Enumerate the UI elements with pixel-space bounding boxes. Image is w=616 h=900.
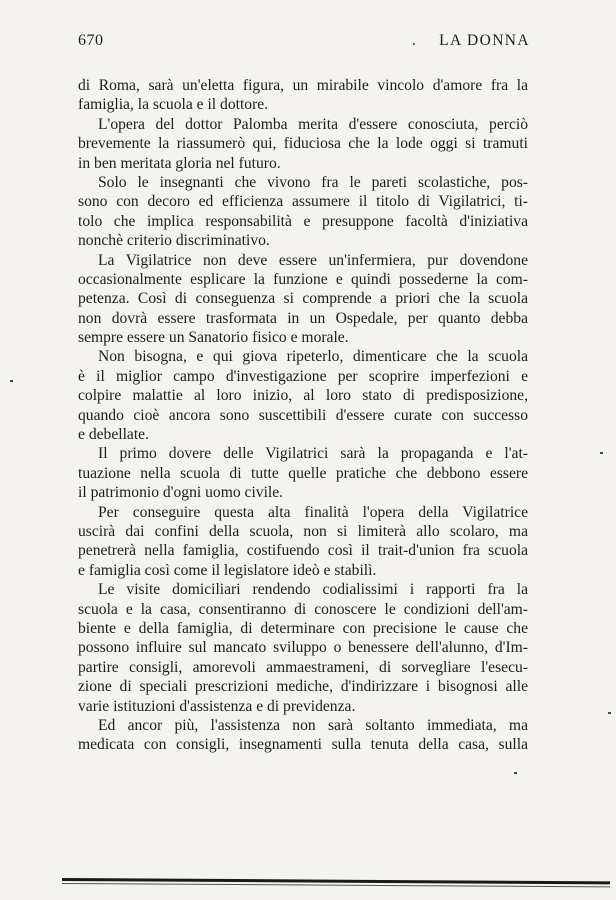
text-line: quando cioè ancora sono suscettibili d'essere curate con successo [78,406,528,424]
text-line: Le visite domiciliari rendendo codialissimi i rapporti fra la [98,581,528,599]
page-header [78,32,530,54]
text-line: Ed ancor più, l'assistenza non sarà soltanto immediata, ma [98,716,528,734]
text-line: biente e della famiglia, di determinare con precisione le cause che [78,619,528,637]
text-line: partire consigli, amorevoli ammaestrameni, di sorvegliare l'esecu- [78,658,528,676]
scan-speck [600,452,603,454]
page-number: 670 [78,32,104,49]
text-line: penetrerà nella famiglia, costifuendo così il trait-d'union fra scuola [78,542,528,560]
text-line: non dovrà essere trasformata in un Ospedale, per quanto debba [78,309,528,327]
text-line: colpire malattie al loro inizio, al loro stato di predisposizione, [78,387,528,405]
text-line: in ben meritata gloria nel futuro. [78,154,281,172]
text-line: e famiglia così come il legislatore ideò e stabilì. [78,561,377,579]
text-line: è il miglior campo d'investigazione per scoprire imperfezioni e [78,367,528,385]
text-line: tolo che implica responsabilità e presuppone facoltà d'iniziativa [78,212,528,230]
text-line: di Roma, sarà un'eletta figura, un mirabile vincolo d'amore fra la [78,77,528,94]
text-line: varie istituzioni d'assistenza e di previdenza. [78,697,356,715]
text-line: Il primo dovere delle Vigilatrici sarà la propaganda e l'at- [98,445,528,463]
text-line: tuazione nella scuola di tutte quelle pratiche che debbono essere [78,464,528,482]
text-line: occasionalmente esplicare la funzione e quindi possederne la com- [78,270,528,288]
text-line: brevemente la riassumerò qui, fiduciosa che la lode oggi si tramuti [78,135,528,153]
text-line: e debellate. [78,426,149,444]
text-line: L'opera del dottor Palomba merita d'essere conosciuta, perciò [98,115,528,133]
text-line: scuola e la casa, consentiranno di conoscere le condizioni dell'am- [78,600,528,618]
text-line: zione di speciali prescrizioni mediche, d'indirizzare i bisognosi alle [78,678,528,696]
text-line: famiglia, la scuola e il dottore. [78,96,269,114]
text-line: il patrimonio d'ogni uomo civile. [78,484,284,502]
header-dot: . [411,32,418,49]
body-text [78,76,528,755]
text-line: Per conseguire questa alta finalità l'opera della Vigilatrice [98,503,528,521]
running-title-group [412,32,530,50]
text-line: sono con decoro ed efficienza assumere il titolo di Vigilatrici, ti- [78,193,528,211]
scan-speck [514,772,517,774]
scan-speck [10,380,13,382]
text-line: petenza. Così di conseguenza si comprende a priori che la scuola [78,290,528,308]
running-title: LA DONNA [439,32,530,49]
text-line: sempre essere un Sanatorio fisico e morale. [78,329,349,347]
text-line: Non bisogna, e qui giova ripeterlo, dimenticare che la scuola [98,348,528,366]
text-line: medicata con consigli, insegnamenti sulla tenuta della casa, sulla [78,736,528,754]
text-line: nonchè criterio discriminativo. [78,232,270,250]
scan-speck [608,712,611,714]
text-line: La Vigilatrice non deve essere un'infermiera, pur dovendone [98,251,528,269]
text-line: uscirà dai confini della scuola, non si limiterà allo scolaro, ma [78,522,528,540]
text-line: possono influire sul mancato sviluppo o benessere dell'alunno, d'Im- [78,639,528,657]
text-line: Solo le insegnanti che vivono fra le pareti scolastiche, pos- [98,173,528,191]
